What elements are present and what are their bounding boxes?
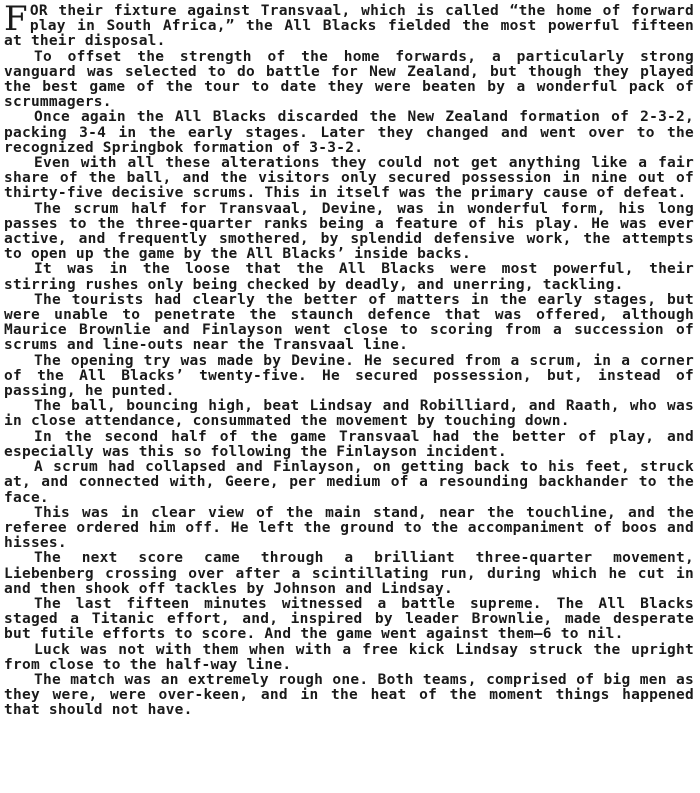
article-paragraph: In the second half of the game Transvaal had the better of play, and especially was this so following the Finlayson incident. (4, 428, 694, 460)
article-paragraph: Luck was not with them when with a free kick Lindsay struck the upright from close to the half-way line. (4, 641, 694, 673)
drop-cap: F (4, 0, 28, 39)
article-paragraph: The tourists had clearly the better of matters in the early stages, but were unable to penetrate the staunch defence that was offered, although Maurice Brownlie and Finlayson went close to scoring from a succession of scrums and line-outs near the Transvaal line. (4, 291, 694, 354)
paragraph-text: OR their fixture against Transvaal, which is called “the home of forward play in South Africa,” the All Blacks fielded the most powerful fifteen at their disposal. (4, 3, 694, 50)
article-paragraph: The last fifteen minutes witnessed a battle supreme. The All Blacks staged a Titanic effort, and, inspired by leader Brownlie, made desperate but futile efforts to score. And the game went against them—6 to nil. (4, 595, 694, 643)
article-paragraph: This was in clear view of the main stand, near the touchline, and the referee ordered him off. He left the ground to the accompaniment of boos and hisses. (4, 504, 694, 552)
article-paragraph: The match was an extremely rough one. Both teams, comprised of big men as they were, were over-keen, and in the heat of the moment things happened that should not have. (4, 671, 694, 719)
article-paragraph: To offset the strength of the home forwards, a particularly strong vanguard was selected to do battle for New Zealand, but though they played the best game of the tour to date they were beaten by a wonderful pack of scrummagers. (4, 48, 694, 111)
article-paragraph: It was in the loose that the All Blacks were most powerful, their stirring rushes only being checked by deadly, and unerring, tackling. (4, 261, 694, 293)
article-paragraph: Once again the All Blacks discarded the New Zealand formation of 2-3-2, packing 3-4 in the early stages. Later they changed and went over to the recognized Springbok formation of 3-3-2. (4, 109, 694, 156)
article-paragraph: The opening try was made by Devine. He secured from a scrum, in a corner of the All Blacks’ twenty-five. He secured possession, but, instead of passing, he punted. (4, 352, 694, 400)
article-paragraph: The next score came through a brilliant three-quarter movement, Liebenberg crossing over after a scintillating run, during which he cut in and then shook off tackles by Johnson and Lindsay. (4, 550, 694, 597)
article-paragraph: Even with all these alterations they could not get anything like a fair share of the ball, and the visitors only secured possession in nine out of thirty-five decisive scrums. This in itself was the primary cause of defeat. (4, 155, 694, 202)
article-paragraph (4, 0, 694, 50)
article-paragraph: The ball, bouncing high, beat Lindsay and Robilliard, and Raath, who was in close attendance, consummated the movement by touching down. (4, 398, 694, 430)
newspaper-article (4, 0, 694, 719)
article-paragraph: The scrum half for Transvaal, Devine, was in wonderful form, his long passes to the three-quarter ranks being a feature of his play. He was ever active, and frequently smothered, by splendid defensive work, the attempts to open up the game by the All Blacks’ inside backs. (4, 200, 694, 263)
article-paragraph: A scrum had collapsed and Finlayson, on getting back to his feet, struck at, and connected with, Geere, per medium of a resounding backhander to the face. (4, 459, 694, 506)
